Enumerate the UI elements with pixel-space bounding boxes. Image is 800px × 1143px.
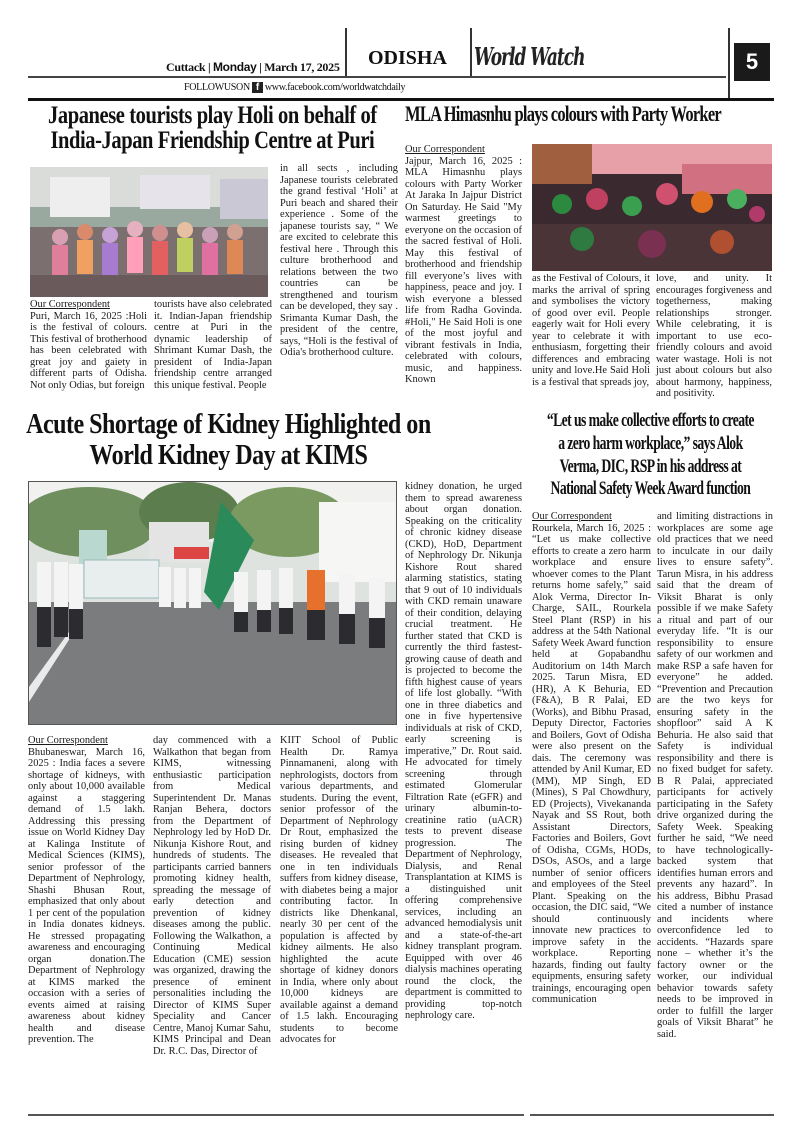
separator: | — [207, 60, 213, 74]
headline-line: a zero harm workplace,” says Alok — [558, 432, 743, 454]
article-column — [280, 163, 398, 359]
city: Cuttack — [166, 60, 206, 74]
date: March 17, 2025 — [264, 60, 340, 74]
body-text: tourists have also celebrated it. Indian-Japan friendship centre at Puri in the dynamic leadership of Shrimant Kumar Dash, the president of India-Japan friendship centre arranged this unique festival. People — [154, 299, 272, 391]
byline: Our Correspondent — [30, 299, 110, 310]
divider — [345, 28, 347, 78]
body-text: and limiting distractions in workplaces are some age old practices that we need to inculcate in our daily lives to ensure safety”. Tarun Misra, in his address said that the dream of Viksit Bharat is only possible if we make Safety a ritual and part of our everyday life. “It is our responsibility to ensure safety of our workmen and make RSP a safe haven for everyone” he added. “Prevention and Precaution are the two keys for ensuring safety in the shopfloor” said A K Behuria. He also said that Safety is individual responsibility and there is no fixed budget for safety. B R Palai, appreciated participants for actively participating in the Safety drive organized during the Safety Week. Speaking further he said, “We need to have technologically-backed system that identifies human errors and prevents any hazard”. In his address, Bibhu Prasad cited a number of instance and incidents where overconfidence led to accidents. “Hazards spare none – whether it’s the factory owner or the worker, our individual behavior towards safety needs to be improved in order to fulfill the larger goals of Viksit Bharat” he said. — [657, 511, 773, 1040]
article-column — [154, 299, 272, 391]
facebook-icon[interactable]: f — [252, 82, 263, 93]
page-number: 5 — [734, 43, 770, 81]
article-column — [405, 144, 522, 386]
article-column — [28, 735, 145, 1046]
headline-line: Verma, DIC, RSP in his address at — [559, 455, 742, 477]
body-text: Rourkela, March 16, 2025 : “Let us make collective efforts to create a zero harm workplace and ensure whoever comes to the Plant returns home safely,” said Alok Verma, Director In-Charge, SAIL, Rourkela Steel Plant (RSP) in his address at the 54th National Safety Week Award function held at Gopabandhu Auditorium on 14th March 2025. Tarun Misra, ED (HR), A K Behuria, ED (F&A), B R Palai, ED (Works), and Bibhu Prasad, Deputy Director, Factories and Boilers, Govt of Odisha were also present on the dais. The ceremony was attended by Anil Kumar, ED (MM), MP Singh, ED (Mines), S Pal Chowdhury, ED (Projects), Vivekananda Nayak and SS Rout, both Assistant Directors, Factories and Boilers, Govt of Odisha, CGMs, HODs, DSOs, ASOs, and a large number of senior officers and employees of the Steel Plant. Speaking on the occasion, the DIC said, “We should continuously innovate new practices to improve safety in the workplace. Reporting hazards, finding out faulty equipments, ensuring safety trainings, encouraging open communication — [532, 522, 651, 1005]
article-column — [280, 735, 398, 1046]
headline-line: Japanese tourists play Holi on behalf of — [48, 102, 377, 129]
body-text: day commenced with a Walkathon that began from KIMS, witnessing enthusiastic participation from Medical Superintendent Dr. Manas Ranjan Behera, doctors from the Department of Nephrology led by HoD Dr. Nikunja Kishore Rout, and hundreds of students. The participants carried banners promoting kidney health, spreading the message of early detection and prevention of kidney diseases among the public. Following the Walkathon, a Continuing Medical Education (CME) session was organized, drawing the presence of eminent personalities including the Director of KIMS Super Speciality and Cancer Centre, Manoj Kumar Sahu, KIMS Principal and Dean Dr. R.C. Das, Director of — [153, 735, 271, 1057]
body-text: Puri, March 16, 2025 :Holi is the festival of colours. This festival of brotherhood has been celebrated with great joy and gaiety in different parts of Odisha. Not only Odias, but foreign — [30, 310, 147, 391]
headline[interactable] — [32, 103, 393, 153]
article-column — [30, 299, 147, 391]
body-text: kidney donation, he urged them to spread awareness about organ donation. Speaking on the criticality of chronic kidney disease (CKD), HoD, Department of Nephrology Dr. Nikunja Kishore Rout shared alarming statistics, stating that 9 out of 10 individuals with CKD remain unaware of their condition, delaying crucial treatment. He further stated that CKD is currently the third fastest-growing cause of death and is projected to become the fifth highest cause of years of life lost globally. “With one in three diabetics and one in five hypertensive individuals at risk of CKD, early screening is imperative,” Dr. Rout said. He advocated for timely screening through estimated Glomerular Filtration Rate (eGFR) and urinary albumin-to-creatinine ratio (uACR) tests to prevent disease progression. The Department of Nephrology, Dialysis, and Renal Transplantation at KIMS is a distinguished unit offering comprehensive services, including an advanced hemodialysis unit and a state-of-the-art kidney transplant program. Equipped with over 46 dialysis machines operating round the clock, the department is committed to providing top-notch nephrology care. — [405, 481, 522, 1021]
article-column — [405, 481, 522, 1022]
byline: Our Correspondent — [405, 144, 485, 155]
body-text: as the Festival of Colours, it marks the arrival of spring and symbolises the victory of good over evil. People eagerly wait for Holi every year to celebrate it with enthusiasm, forgetting their differences and embracing unity and love.He Said Holi is a festival that spreads joy, — [532, 273, 650, 388]
headline[interactable] — [528, 410, 773, 501]
mla-holi-photo — [532, 144, 772, 271]
newspaper-logo: World Watch — [474, 44, 585, 72]
headline[interactable]: MLA Himasnhu plays colours with Party Worker — [405, 101, 721, 126]
byline: Our Correspondent — [28, 735, 108, 746]
body-text: Bhubaneswar, March 16, 2025 : India faces a severe shortage of kidneys, with only about 10,000 available against a staggering demand of 1.5 lakh. Addressing this pressing issue on World Kidney Day at Kalinga Institute of Medical Sciences (KIMS), senior professor of the Department of Nephrology, Shashi Bhusan Rout, emphasized that only about 1 per cent of the population in India donates kidneys. He stressed propagating awareness and encouraging organ donation.The Department of Nephrology at KIMS marked the occasion with a series of events aimed at raising awareness about kidney health and disease prevention. The — [28, 746, 145, 1045]
facebook-url[interactable]: www.facebook.com/worldwatchdaily — [264, 82, 406, 93]
rule — [474, 76, 726, 78]
headline[interactable] — [22, 410, 435, 472]
follow-us[interactable] — [184, 82, 405, 93]
day: Monday — [212, 60, 257, 74]
article-column — [532, 273, 650, 388]
dateline — [166, 60, 340, 75]
follow-label: FOLLOWUSON — [184, 82, 250, 93]
byline: Our Correspondent — [532, 511, 612, 522]
headline-line: India-Japan Friendship Centre at Puri — [50, 127, 375, 154]
rule — [28, 1114, 524, 1116]
body-text: in all sects , including Japanese tourists celebrated the grand festival ‘Holi’ at Puri beach and shared their experience . Some of the japanese tourists say, “ We are excited to celebrate this festival here . Through this culture brotherhood and relations between the two countries can be strengthened and tourism can be developed, they say . Srimanta Kumar Dash, the president of the centre, says, “Holi is the festival of Odia's brotherhood culture. — [280, 163, 398, 358]
divider — [728, 28, 730, 98]
article-column — [657, 511, 773, 1040]
section-title: ODISHA — [368, 47, 447, 69]
article-column — [153, 735, 271, 1057]
holi-puri-photo — [30, 167, 268, 297]
divider — [470, 28, 472, 78]
rule — [530, 1114, 774, 1116]
body-text: KIIT School of Public Health Dr. Ramya Pinnamaneni, along with nephrologists, doctors from various departments, and students. During the event, senior professor of the Department of Nephrology Dr Rout, emphasized the rising burden of kidney diseases. He revealed that one in ten individuals suffers from kidney disease, with diabetes being a major contributing factor. In districts like Dhenkanal, nearly 30 per cent of the population is affected by kidney ailments. He also highlighted the acute shortage of kidney donors in India, where only about 10,000 kidneys are available against a demand of 1.5 lakh. Encouraging students to become advocates for — [280, 735, 398, 1045]
body-text: Jajpur, March 16, 2025 : MLA Himasnhu plays colours with Party Worker At Jaraka In Jajpur District On Saturday. He Said "My warmest greetings to everyone on the occasion of the sacred festival of Holi. May this festival of brotherhood and friendship fill everyone’s lives with happiness, peace and joy. I wish everyone a blessed life from Radha Govinda. #Holi," He Said Holi is one of the most joyful and vibrant festivals in India, celebrated with colours, music, and happiness. Known — [405, 155, 522, 385]
headline-line: World Kidney Day at KIMS — [89, 439, 368, 471]
walkathon-photo — [28, 481, 397, 725]
article-column — [532, 511, 651, 1006]
headline-line: Acute Shortage of Kidney Highlighted on — [26, 409, 431, 440]
separator: | — [259, 60, 265, 74]
rule — [28, 76, 474, 78]
headline-line: “Let us make collective efforts to create — [546, 410, 754, 431]
body-text: love, and unity. It encourages forgiveness and togetherness, making relationships stronger. While celebrating, it is important to use eco-friendly colours and avoid water wastage. Holi is not just about colours but also about harmony, happiness, and positivity. — [656, 273, 772, 399]
article-column — [656, 273, 772, 400]
headline-line: National Safety Week Award function — [550, 478, 751, 500]
